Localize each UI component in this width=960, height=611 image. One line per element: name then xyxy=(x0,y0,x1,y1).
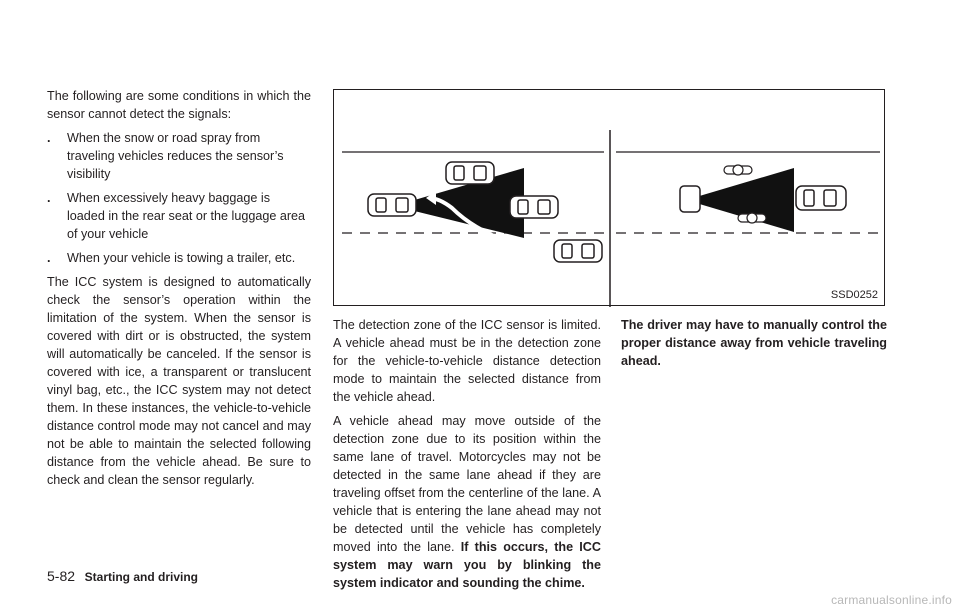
detection-zone-figure xyxy=(333,89,885,306)
body-paragraph: The detection zone of the ICC sensor is limited. A vehicle ahead must be in the detection zone for the vehicle-to-vehicle distance detection mode to maintain the selected distance from the vehicle ahead. xyxy=(333,318,601,404)
list-item: . When the snow or road spray from traveling vehicles reduces the sensor’s visibility xyxy=(47,131,284,181)
figure-illustration xyxy=(334,90,886,307)
body-paragraph: A vehicle ahead may move outside of the detection zone due to its position within the same lane of travel. Motorcycles may not be detected in the same lane ahead if they are traveling offset from the centerline of the lane. A vehicle that is entering the lane ahead may not be detected until the vehicle has completely moved into the lane. If this occurs, the ICC system may warn you by blinking the system indicator and sounding the chime. xyxy=(333,414,601,590)
list-item: . When excessively heavy baggage is loaded in the rear seat or the luggage area of your vehicle xyxy=(47,191,306,241)
warning-text: If this occurs, the ICC system may warn you by blinking the system indicator and sounding the chime. xyxy=(333,540,601,590)
middle-column xyxy=(333,316,601,598)
vehicle-ahead-left xyxy=(446,162,494,184)
detection-zone-right xyxy=(686,168,794,232)
watermark: carmanualsonline.info xyxy=(831,593,952,607)
vehicle-right-left xyxy=(510,196,558,218)
left-column xyxy=(47,87,311,495)
body-paragraph: The ICC system is designed to automatically check the sensor’s operation within the limitation of the system. When the sensor is covered with dirt or is obstructed, the system will automatically be canceled. If the sensor is covered with ice, a transparent or translucent vinyl bag, etc., the ICC system may not detect them. In these instances, the vehicle-to-vehicle distance control mode may not cancel and may not be able to maintain the selected following distance from the vehicle ahead. Be sure to check and clean the sensor regularly. xyxy=(47,275,311,487)
own-vehicle-right xyxy=(680,186,700,212)
vehicle-ahead-right xyxy=(796,186,846,210)
motorcycle-lower xyxy=(738,213,766,223)
caution-text: The driver may have to manually control the proper distance away from vehicle traveling ahead. xyxy=(621,318,887,368)
figure-code: SSD0252 xyxy=(830,289,878,301)
page-footer xyxy=(47,568,198,584)
entering-vehicle-left xyxy=(554,240,602,262)
own-vehicle-left xyxy=(368,194,416,216)
motorcycle-upper xyxy=(724,165,752,175)
section-title: Starting and driving xyxy=(84,570,198,584)
right-column xyxy=(621,316,887,376)
list-item: . When your vehicle is towing a trailer, etc. xyxy=(47,251,296,265)
page-number: 5-82 xyxy=(47,568,76,584)
intro-text: The following are some conditions in which the sensor cannot detect the signals: xyxy=(47,89,311,121)
